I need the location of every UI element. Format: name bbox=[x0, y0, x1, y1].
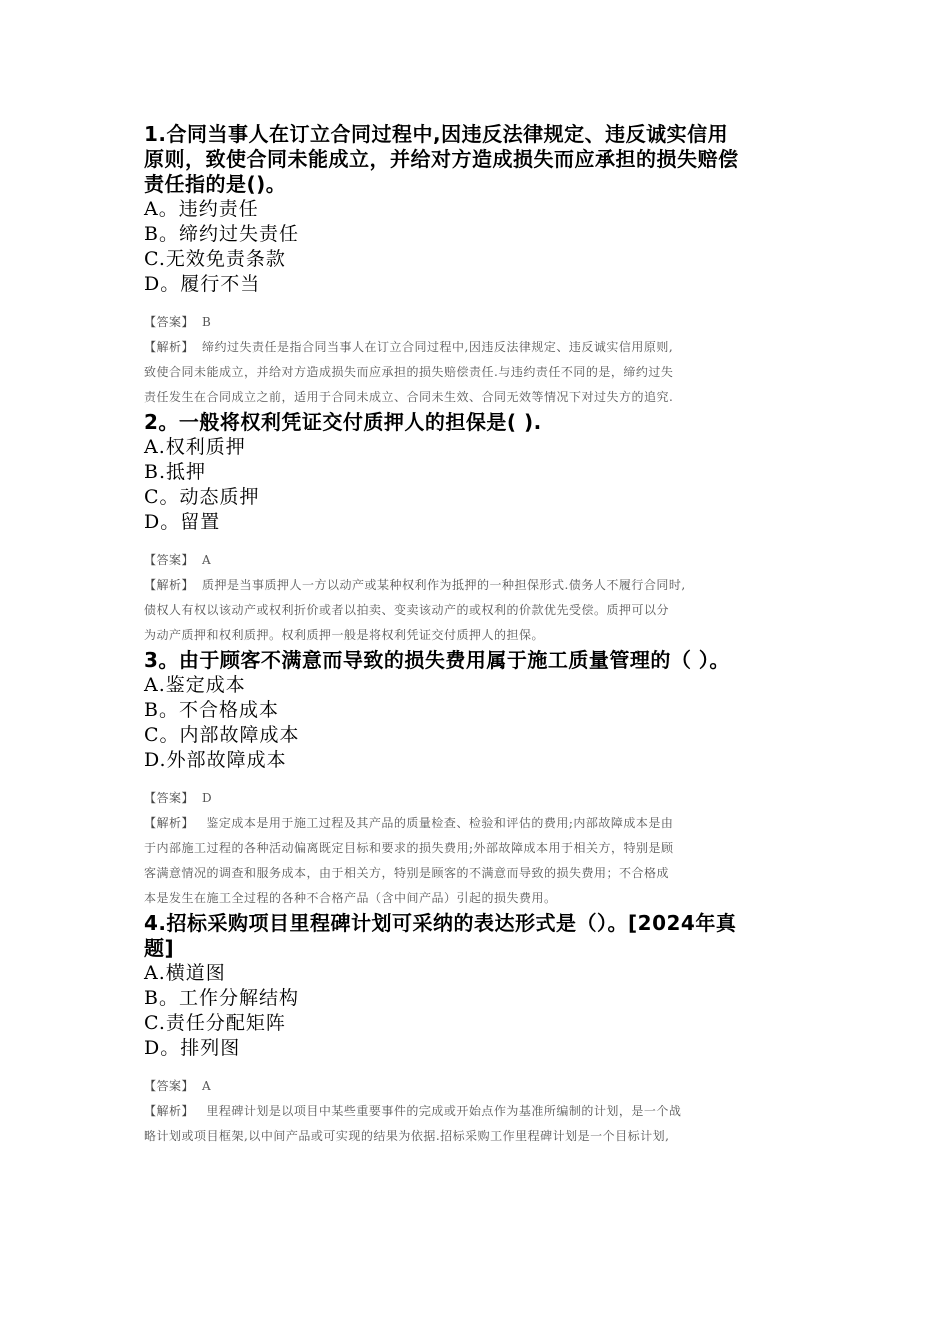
question-title-line: 题] bbox=[144, 936, 175, 960]
answer-line bbox=[144, 786, 824, 811]
explanation-line bbox=[144, 573, 824, 598]
question-title-line: 3。由于顾客不满意而导致的损失费用属于施工质量管理的（ ）。 bbox=[144, 648, 730, 672]
explanation-label: 【解析】 bbox=[144, 1104, 195, 1118]
explanation-text: 略计划或项目框架,以中间产品或可实现的结果为依据.招标采购工作里程碑计划是一个目标计划, bbox=[144, 1129, 670, 1143]
question-3 bbox=[144, 648, 824, 911]
option-c: C。内部故障成本 bbox=[144, 724, 300, 746]
explanation-text: 债权人有权以该动产或权利折价或者以拍卖、变卖该动产的或权利的价款优先受偿。质押可以分 bbox=[144, 603, 670, 617]
option-d: D。留置 bbox=[144, 511, 221, 533]
explanation-text: 为动产质押和权利质押。权利质押一般是将权利凭证交付质押人的担保。 bbox=[144, 628, 545, 642]
question-title-line: 原则，致使合同未能成立，并给对方造成损失而应承担的损失赔偿 bbox=[144, 147, 739, 171]
option-a: A.鉴定成本 bbox=[144, 674, 246, 696]
option-c: C.无效免责条款 bbox=[144, 248, 286, 270]
question-title-line: 1.合同当事人在订立合同过程中,因违反法律规定、违反诚实信用 bbox=[144, 122, 729, 146]
option-d: D。履行不当 bbox=[144, 273, 261, 295]
answer-block bbox=[144, 310, 824, 410]
explanation-label: 【解析】 bbox=[144, 340, 195, 354]
explanation-line bbox=[144, 1099, 824, 1124]
option-b: B。工作分解结构 bbox=[144, 987, 299, 1009]
explanation-text: 于内部施工过程的各种活动偏离既定目标和要求的损失费用;外部故障成本用于相关方，特别是顾 bbox=[144, 841, 674, 855]
explanation-label: 【解析】 bbox=[144, 816, 195, 830]
explanation-text: 鉴定成本是用于施工过程及其产品的质量检查、检验和评估的费用;内部故障成本是由 bbox=[202, 816, 674, 830]
answer-label: 【答案】 bbox=[144, 791, 195, 805]
option-a: A.横道图 bbox=[144, 962, 226, 984]
answer-block bbox=[144, 1074, 824, 1149]
answer-label: 【答案】 bbox=[144, 553, 195, 567]
option-b: B。缔约过失责任 bbox=[144, 223, 299, 245]
option-c: C.责任分配矩阵 bbox=[144, 1012, 286, 1034]
question-2 bbox=[144, 410, 824, 648]
option-c: C。动态质押 bbox=[144, 486, 260, 508]
question-title-line: 责任指的是()。 bbox=[144, 172, 287, 196]
question-4 bbox=[144, 911, 824, 1149]
answer-value: B bbox=[202, 315, 212, 329]
answer-line bbox=[144, 310, 824, 335]
option-b: B.抵押 bbox=[144, 461, 207, 483]
option-d: D。排列图 bbox=[144, 1037, 241, 1059]
explanation-text: 本是发生在施工全过程的各种不合格产品（含中间产品）引起的损失费用。 bbox=[144, 891, 557, 905]
answer-value: D bbox=[202, 791, 213, 805]
explanation-text: 质押是当事质押人一方以动产或某种权利作为抵押的一种担保形式.债务人不履行合同时, bbox=[202, 578, 686, 592]
explanation-text: 里程碑计划是以项目中某些重要事件的完成或开始点作为基准所编制的计划，是一个战 bbox=[202, 1104, 682, 1118]
answer-label: 【答案】 bbox=[144, 315, 195, 329]
question-1 bbox=[144, 122, 824, 410]
answer-line bbox=[144, 548, 824, 573]
answer-line bbox=[144, 1074, 824, 1099]
explanation-text: 客满意情况的调查和服务成本，由于相关方，特别是顾客的不满意而导致的损失费用；不合格成 bbox=[144, 866, 670, 880]
explanation-text: 责任发生在合同成立之前，适用于合同未成立、合同未生效、合同无效等情况下对过失方的追究. bbox=[144, 390, 674, 404]
explanation-text: 缔约过失责任是指合同当事人在订立合同过程中,因违反法律规定、违反诚实信用原则, bbox=[202, 340, 674, 354]
answer-block bbox=[144, 548, 824, 648]
document-page bbox=[144, 122, 824, 1149]
question-title-line: 4.招标采购项目里程碑计划可采纳的表达形式是（）。[2024年真 bbox=[144, 911, 737, 935]
explanation-label: 【解析】 bbox=[144, 578, 195, 592]
answer-value: A bbox=[202, 553, 212, 567]
answer-block bbox=[144, 786, 824, 911]
answer-label: 【答案】 bbox=[144, 1079, 195, 1093]
question-title-line: 2。一般将权利凭证交付质押人的担保是( ). bbox=[144, 410, 542, 434]
explanation-line bbox=[144, 811, 824, 836]
option-b: B。不合格成本 bbox=[144, 699, 279, 721]
option-a: A。违约责任 bbox=[144, 198, 259, 220]
explanation-text: 致使合同未能成立，并给对方造成损失而应承担的损失赔偿责任.与违约责任不同的是，缔约过失 bbox=[144, 365, 674, 379]
answer-value: A bbox=[202, 1079, 212, 1093]
option-d: D.外部故障成本 bbox=[144, 749, 287, 771]
option-a: A.权利质押 bbox=[144, 436, 246, 458]
explanation-line bbox=[144, 335, 824, 360]
